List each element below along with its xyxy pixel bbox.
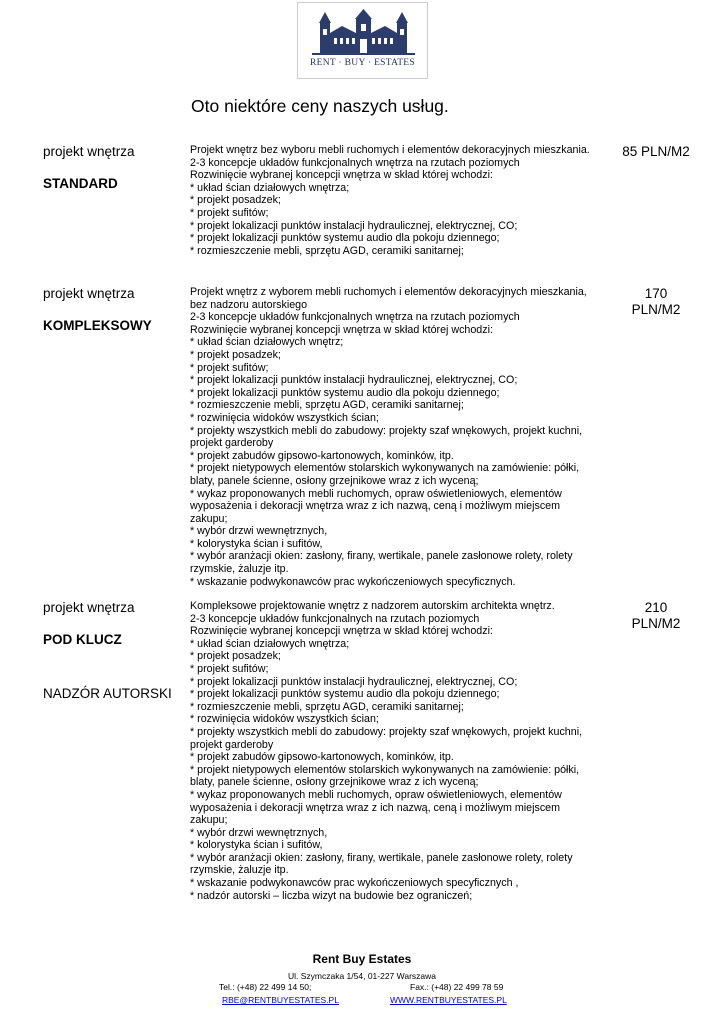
service-description	[190, 144, 610, 257]
description-line: * projekt sufitów;	[190, 206, 269, 219]
logo-text: RENT · BUY · ESTATES	[310, 58, 415, 68]
page-footer	[0, 952, 724, 981]
description-line: * projekt lokalizacji punktów systemu audio dla pokoju dziennego;	[190, 232, 500, 245]
description-line: * projekt posadzek;	[190, 194, 281, 207]
description-line: rzymskie, żaluzje itp.	[190, 563, 289, 576]
description-line: 2-3 koncepcje układów funkcjonalnych wnętrza na rzutach poziomych	[190, 311, 520, 324]
service-description	[190, 286, 610, 588]
description-line: * wybór aranżacji okien: zasłony, firany, wertikale, panele zasłonowe rolety, rolety	[190, 851, 573, 864]
service-name: STANDARD	[43, 176, 118, 191]
footer-tel: Tel.: (+48) 22 499 14 50;	[219, 982, 312, 992]
page-headline: Oto niektóre ceny naszych usług.	[191, 96, 449, 116]
description-line: * wykaz proponowanych mebli ruchomych, opraw oświetleniowych, elementów	[190, 788, 562, 801]
service-extra: NADZÓR AUTORSKI	[43, 686, 172, 701]
footer-address: Ul. Szymczaka 1/54, 01-227 Warszawa	[287, 971, 437, 981]
description-line: * układ ścian działowych wnętrz;	[190, 336, 344, 349]
description-line: rzymskie, żaluzje itp.	[190, 864, 289, 877]
description-line: zakupu;	[190, 814, 228, 827]
description-line: blaty, panele ścienne, osłony grzejnikowe wraz z ich wyceną;	[190, 474, 479, 487]
description-line: * wybór drzwi wewnętrznych,	[190, 826, 328, 839]
description-line: wyposażenia i dekoracji wnętrza wraz z ich nazwą, ceną i możliwym miejscem	[190, 500, 561, 513]
description-line: * projekt nietypowych elementów stolarskich wykonywanych na zamówienie: półki,	[190, 462, 580, 475]
description-line: * wykaz proponowanych mebli ruchomych, opraw oświetleniowych, elementów	[190, 487, 562, 500]
castle-logo-icon	[312, 9, 415, 57]
description-line: * rozwinięcia widoków wszystkich ścian;	[190, 411, 379, 424]
description-line: * projekt zabudów gipsowo-kartonowych, kominków, itp.	[190, 449, 454, 462]
description-line: * projekt lokalizacji punktów instalacji hydraulicznej, elektrycznej, CO;	[190, 675, 518, 688]
description-line: * projekty wszystkich mebli do zabudowy: projekty szaf wnękowych, projekt kuchni,	[190, 424, 583, 437]
description-line: * projekt lokalizacji punktów systemu audio dla pokoju dziennego;	[190, 386, 500, 399]
service-price: 170 PLN/M2	[631, 286, 681, 317]
description-line: * rozmieszczenie mebli, sprzętu AGD, ceramiki sanitarnej;	[190, 399, 464, 412]
description-line: zakupu;	[190, 512, 228, 525]
description-line: * rozwinięcia widoków wszystkich ścian;	[190, 713, 379, 726]
description-line: 2-3 koncepcje układów funkcjonalnych na rzutach poziomych	[190, 612, 480, 625]
description-line: * układ ścian działowych wnętrza;	[190, 637, 350, 650]
description-line: * wskazanie podwykonawców prac wykończeniowych specyficznych.	[190, 575, 516, 588]
description-line: 2-3 koncepcje układów funkcjonalnych wnętrza na rzutach poziomych	[190, 156, 520, 169]
description-line: Kompleksowe projektowanie wnętrz z nadzorem autorskim architekta wnętrz.	[190, 600, 555, 612]
service-label: projekt wnętrza	[43, 286, 135, 301]
description-line: Rozwinięcie wybranej koncepcji wnętrza w skład której wchodzi:	[190, 169, 493, 182]
description-line: * wybór drzwi wewnętrznych,	[190, 525, 328, 538]
description-line: * projekt lokalizacji punktów instalacji hydraulicznej, elektrycznej, CO;	[190, 374, 518, 387]
description-line: * projekt posadzek;	[190, 650, 281, 663]
description-line: Rozwinięcie wybranej koncepcji wnętrza w skład której wchodzi:	[190, 625, 493, 638]
description-line: * wybór aranżacji okien: zasłony, firany, wertikale, panele zasłonowe rolety, rolety	[190, 550, 573, 563]
description-line: * projekty wszystkich mebli do zabudowy: projekty szaf wnękowych, projekt kuchni,	[190, 725, 583, 738]
description-line: * rozmieszczenie mebli, sprzętu AGD, ceramiki sanitarnej;	[190, 700, 464, 713]
description-line: * wskazanie podwykonawców prac wykończeniowych specyficznych ,	[190, 877, 519, 890]
description-line: * projekt sufitów;	[190, 662, 269, 675]
description-line: * nadzór autorski – liczba wizyt na budowie bez ograniczeń;	[190, 889, 473, 902]
description-line: projekt garderoby	[190, 738, 274, 751]
description-line: Projekt wnętrz bez wyboru mebli ruchomych i elementów dekoracyjnych mieszkania.	[190, 144, 590, 156]
description-line: * projekt sufitów;	[190, 361, 269, 374]
service-description	[190, 600, 610, 902]
footer-fax: Fax.: (+48) 22 499 78 59	[410, 982, 504, 992]
service-title-block	[43, 144, 183, 192]
description-line: * projekt nietypowych elementów stolarskich wykonywanych na zamówienie: półki,	[190, 763, 580, 776]
description-line: * rozmieszczenie mebli, sprzętu AGD, ceramiki sanitarnej;	[190, 244, 464, 257]
description-line: * układ ścian działowych wnętrza;	[190, 181, 350, 194]
description-line: Projekt wnętrz z wyborem mebli ruchomych i elementów dekoracyjnych mieszkania,	[190, 286, 587, 298]
service-title-block	[43, 600, 183, 702]
service-label: projekt wnętrza	[43, 144, 135, 159]
description-line: wyposażenia i dekoracji wnętrza wraz z ich nazwą, ceną i możliwym miejscem	[190, 801, 561, 814]
service-price: 210 PLN/M2	[631, 600, 681, 631]
description-line: * projekt posadzek;	[190, 348, 281, 361]
description-line: bez nadzoru autorskiego	[190, 298, 308, 311]
footer-website-link[interactable]: WWW.RENTBUYESTATES.PL	[390, 995, 507, 1005]
description-line: * projekt zabudów gipsowo-kartonowych, kominków, itp.	[190, 751, 454, 764]
footer-email-link[interactable]: RBE@RENTBUYESTATES.PL	[222, 995, 339, 1005]
description-line: * kolorystyka ścian i sufitów,	[190, 537, 323, 550]
description-line: projekt garderoby	[190, 437, 274, 450]
description-line: * projekt lokalizacji punktów systemu audio dla pokoju dziennego;	[190, 688, 500, 701]
service-name: POD KLUCZ	[43, 632, 122, 647]
service-name: KOMPLEKSOWY	[43, 318, 152, 333]
company-logo	[297, 2, 428, 79]
description-line: blaty, panele ścienne, osłony grzejnikowe wraz z ich wyceną;	[190, 776, 479, 789]
service-label: projekt wnętrza	[43, 600, 135, 615]
description-line: Rozwinięcie wybranej koncepcji wnętrza w skład której wchodzi:	[190, 323, 493, 336]
footer-company: Rent Buy Estates	[312, 952, 412, 966]
description-line: * projekt lokalizacji punktów instalacji hydraulicznej, elektrycznej, CO;	[190, 219, 518, 232]
description-line: * kolorystyka ścian i sufitów,	[190, 839, 323, 852]
service-price: 85 PLN/M2	[622, 144, 690, 159]
service-title-block	[43, 286, 183, 334]
